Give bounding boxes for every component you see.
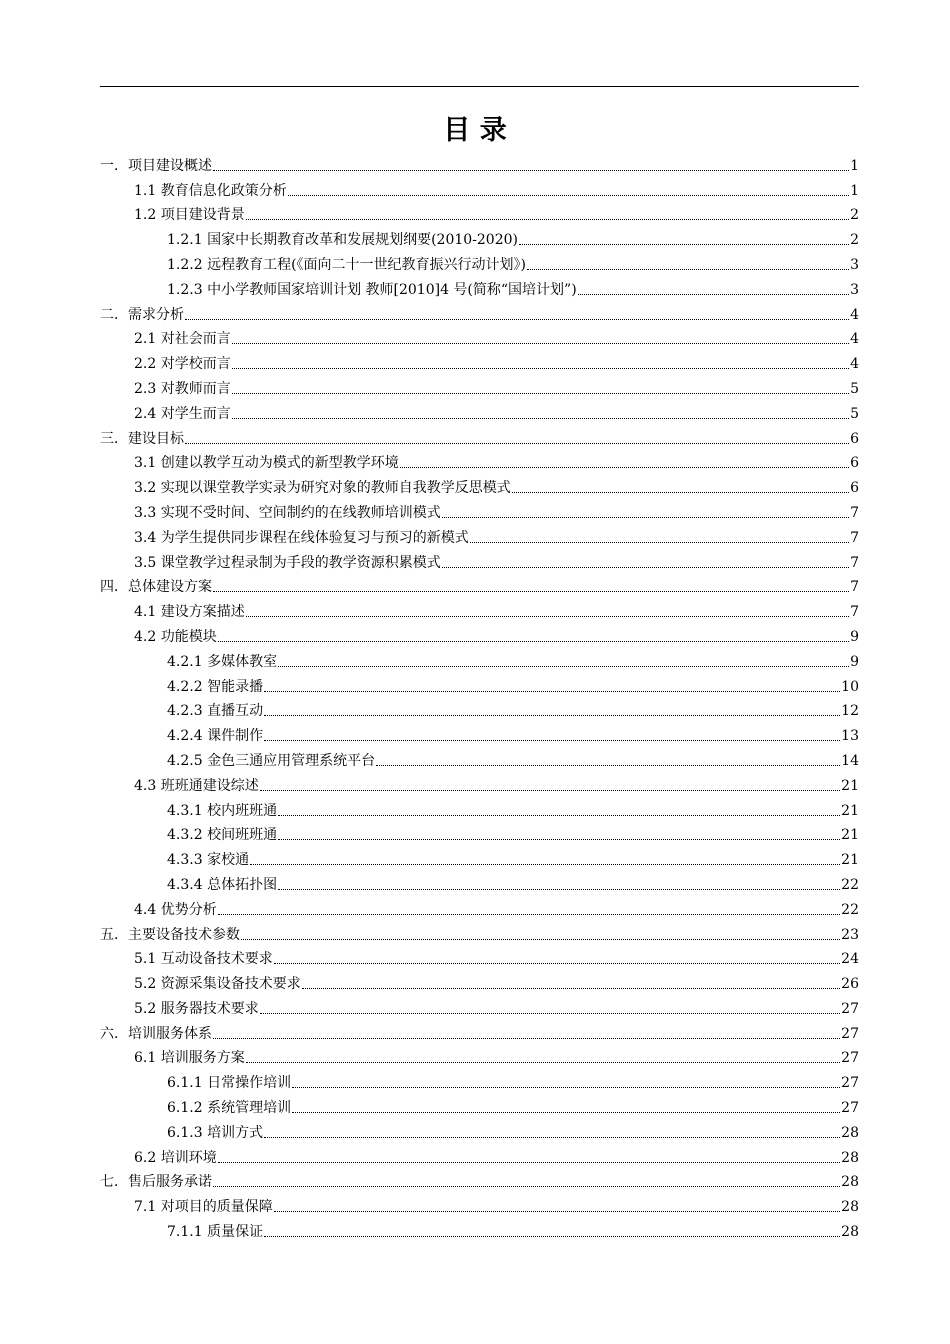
- toc-dot-leader: [264, 1137, 840, 1138]
- toc-dot-leader: [400, 467, 849, 468]
- toc-entry-page-number: 2: [850, 232, 859, 249]
- toc-dot-leader: [302, 988, 840, 989]
- toc-entry[interactable]: [100, 1092, 859, 1117]
- toc-entry-label: 6.2 培训环境: [134, 1149, 217, 1166]
- toc-entry[interactable]: [100, 795, 859, 820]
- toc-entry[interactable]: [100, 150, 859, 175]
- toc-entry-label: 3.3 实现不受时间、空间制约的在线教师培训模式: [134, 504, 441, 521]
- toc-entry-page-number: 7: [850, 529, 859, 546]
- header-rule: [100, 86, 859, 87]
- toc-dot-leader: [232, 368, 849, 369]
- toc-dot-leader: [278, 666, 849, 667]
- toc-entry[interactable]: [100, 1167, 859, 1192]
- toc-entry-page-number: 13: [841, 728, 859, 745]
- toc-entry-label: 6.1.2 系统管理培训: [167, 1100, 292, 1117]
- toc-entry[interactable]: [100, 175, 859, 200]
- toc-entry[interactable]: [100, 1191, 859, 1216]
- toc-entry-label: 4.3 班班通建设综述: [134, 777, 259, 794]
- toc-dot-leader: [232, 393, 849, 394]
- toc-dot-leader: [512, 492, 849, 493]
- toc-dot-leader: [578, 294, 849, 295]
- toc-entry[interactable]: [100, 572, 859, 597]
- toc-entry[interactable]: [100, 993, 859, 1018]
- toc-entry-page-number: 7: [850, 579, 859, 596]
- toc-entry-page-number: 28: [841, 1199, 859, 1216]
- toc-entry-page-number: 3: [850, 281, 859, 298]
- toc-dot-leader: [292, 1087, 840, 1088]
- toc-entry[interactable]: [100, 1018, 859, 1043]
- toc-entry[interactable]: [100, 944, 859, 969]
- toc-dot-leader: [218, 1162, 840, 1163]
- toc-entry[interactable]: [100, 1067, 859, 1092]
- toc-entry[interactable]: [100, 448, 859, 473]
- toc-entry[interactable]: [100, 373, 859, 398]
- toc-entry-page-number: 1: [850, 182, 859, 199]
- toc-entry-label: 1.1 教育信息化政策分析: [134, 182, 287, 199]
- toc-dot-leader: [278, 815, 840, 816]
- toc-entry-label: 1.2.1 国家中长期教育改革和发展规划纲要(2010-2020): [167, 232, 518, 249]
- toc-dot-leader: [260, 790, 840, 791]
- toc-entry-label: 4.3.3 家校通: [167, 852, 250, 869]
- toc-entry-label: 四．总体建设方案: [100, 579, 212, 596]
- toc-dot-leader: [292, 1112, 840, 1113]
- toc-entry-page-number: 6: [850, 480, 859, 497]
- toc-entry-label: 6.1.3 培训方式: [167, 1124, 264, 1141]
- toc-entry[interactable]: [100, 1142, 859, 1167]
- toc-entry-label: 六．培训服务体系: [100, 1025, 212, 1042]
- toc-dot-leader: [213, 1038, 840, 1039]
- toc-entry-label: 3.4 为学生提供同步课程在线体验复习与预习的新模式: [134, 529, 469, 546]
- toc-entry-page-number: 3: [850, 256, 859, 273]
- toc-dot-leader: [519, 244, 849, 245]
- toc-entry[interactable]: [100, 1117, 859, 1142]
- toc-dot-leader: [246, 219, 849, 220]
- toc-entry-label: 7.1 对项目的质量保障: [134, 1199, 273, 1216]
- toc-entry[interactable]: [100, 522, 859, 547]
- toc-entry[interactable]: [100, 547, 859, 572]
- toc-entry-page-number: 6: [850, 455, 859, 472]
- toc-entry-label: 4.3.2 校间班班通: [167, 827, 278, 844]
- toc-dot-leader: [213, 591, 849, 592]
- toc-dot-leader: [442, 567, 849, 568]
- toc-entry-page-number: 27: [841, 1050, 859, 1067]
- toc-entry[interactable]: [100, 472, 859, 497]
- toc-entry[interactable]: [100, 844, 859, 869]
- toc-entry-page-number: 27: [841, 1000, 859, 1017]
- toc-entry-page-number: 7: [850, 604, 859, 621]
- toc-entry[interactable]: [100, 224, 859, 249]
- toc-dot-leader: [527, 269, 849, 270]
- toc-entry[interactable]: [100, 919, 859, 944]
- toc-entry-label: 1.2 项目建设背景: [134, 207, 245, 224]
- toc-dot-leader: [218, 914, 840, 915]
- toc-entry-page-number: 6: [850, 430, 859, 447]
- toc-dot-leader: [250, 864, 840, 865]
- toc-entry[interactable]: [100, 423, 859, 448]
- toc-entry-label: 1.2.3 中小学教师国家培训计划 教师[2010]4 号(简称“国培计划”): [167, 281, 577, 298]
- toc-entry-page-number: 28: [841, 1124, 859, 1141]
- toc-entry-label: 2.1 对社会而言: [134, 331, 231, 348]
- toc-dot-leader: [470, 542, 849, 543]
- toc-entry[interactable]: [100, 324, 859, 349]
- toc-entry-page-number: 27: [841, 1025, 859, 1042]
- toc-entry[interactable]: [100, 770, 859, 795]
- toc-entry-label: 6.1.1 日常操作培训: [167, 1075, 292, 1092]
- toc-entry[interactable]: [100, 720, 859, 745]
- toc-dot-leader: [278, 889, 840, 890]
- toc-entry-page-number: 21: [841, 777, 859, 794]
- toc-title: 目 录: [443, 115, 507, 146]
- toc-entry-label: 4.1 建设方案描述: [134, 604, 245, 621]
- toc-dot-leader: [264, 691, 840, 692]
- toc-entry[interactable]: [100, 249, 859, 274]
- toc-entry-label: 4.4 优势分析: [134, 901, 217, 918]
- toc-entry-page-number: 27: [841, 1100, 859, 1117]
- toc-entry-label: 3.2 实现以课堂教学实录为研究对象的教师自我教学反思模式: [134, 480, 511, 497]
- toc-entry-page-number: 28: [841, 1224, 859, 1241]
- toc-entry-page-number: 21: [841, 852, 859, 869]
- toc-entry-label: 2.4 对学生而言: [134, 405, 231, 422]
- toc-entry-page-number: 27: [841, 1075, 859, 1092]
- toc-entry[interactable]: [100, 968, 859, 993]
- toc-dot-leader: [274, 1211, 840, 1212]
- toc-entry-label: 4.2.4 课件制作: [167, 728, 264, 745]
- toc-entry-label: 7.1.1 质量保证: [167, 1224, 264, 1241]
- toc-entry-label: 三．建设目标: [100, 430, 184, 447]
- toc-entry-page-number: 4: [850, 356, 859, 373]
- toc-entry-label: 6.1 培训服务方案: [134, 1050, 245, 1067]
- toc-dot-leader: [185, 319, 849, 320]
- toc-entry-label: 4.2.3 直播互动: [167, 703, 264, 720]
- toc-entry-page-number: 10: [841, 678, 859, 695]
- toc-entry-label: 一．项目建设概述: [100, 157, 212, 174]
- toc-entry[interactable]: [100, 696, 859, 721]
- toc-entry-label: 5.2 资源采集设备技术要求: [134, 976, 301, 993]
- toc-entry-page-number: 9: [850, 628, 859, 645]
- toc-entry[interactable]: [100, 274, 859, 299]
- toc-entry-label: 2.2 对学校而言: [134, 356, 231, 373]
- toc-entry-label: 五．主要设备技术参数: [100, 926, 240, 943]
- toc-entry-page-number: 5: [850, 380, 859, 397]
- toc-entry-label: 4.2.5 金色三通应用管理系统平台: [167, 752, 376, 769]
- toc-dot-leader: [288, 195, 849, 196]
- toc-entry[interactable]: [100, 894, 859, 919]
- toc-entry-page-number: 21: [841, 827, 859, 844]
- toc-dot-leader: [185, 443, 849, 444]
- toc-dot-leader: [241, 939, 840, 940]
- toc-entry-page-number: 4: [850, 331, 859, 348]
- toc-entry[interactable]: [100, 1043, 859, 1068]
- toc-entry[interactable]: [100, 671, 859, 696]
- toc-entry[interactable]: [100, 348, 859, 373]
- toc-dot-leader: [218, 641, 849, 642]
- toc-entry-label: 4.2.2 智能录播: [167, 678, 264, 695]
- toc-entry-label: 5.2 服务器技术要求: [134, 1000, 259, 1017]
- toc-list: [100, 150, 859, 1241]
- toc-entry-page-number: 28: [841, 1149, 859, 1166]
- toc-entry-page-number: 5: [850, 405, 859, 422]
- toc-entry[interactable]: [100, 200, 859, 225]
- toc-dot-leader: [232, 343, 849, 344]
- toc-entry[interactable]: [100, 820, 859, 845]
- toc-dot-leader: [232, 418, 849, 419]
- toc-dot-leader: [264, 1236, 840, 1237]
- toc-entry-page-number: 28: [841, 1174, 859, 1191]
- toc-entry-label: 3.1 创建以教学互动为模式的新型教学环境: [134, 455, 399, 472]
- toc-entry-label: 4.2.1 多媒体教室: [167, 653, 278, 670]
- toc-dot-leader: [264, 715, 840, 716]
- toc-entry-label: 5.1 互动设备技术要求: [134, 951, 273, 968]
- toc-entry[interactable]: [100, 497, 859, 522]
- toc-dot-leader: [246, 616, 849, 617]
- toc-entry-page-number: 22: [841, 876, 859, 893]
- toc-dot-leader: [246, 1062, 840, 1063]
- toc-entry-page-number: 21: [841, 802, 859, 819]
- toc-entry-label: 4.2 功能模块: [134, 628, 217, 645]
- toc-entry[interactable]: [100, 745, 859, 770]
- toc-entry-label: 七．售后服务承诺: [100, 1174, 212, 1191]
- toc-entry-label: 4.3.1 校内班班通: [167, 802, 278, 819]
- toc-dot-leader: [278, 839, 840, 840]
- toc-dot-leader: [376, 765, 840, 766]
- toc-entry-page-number: 24: [841, 951, 859, 968]
- toc-entry[interactable]: [100, 646, 859, 671]
- toc-entry[interactable]: [100, 621, 859, 646]
- toc-dot-leader: [442, 517, 849, 518]
- toc-entry-label: 1.2.2 远程教育工程(《面向二十一世纪教育振兴行动计划》): [167, 256, 526, 273]
- toc-entry-label: 二．需求分析: [100, 306, 184, 323]
- toc-entry-page-number: 26: [841, 976, 859, 993]
- toc-entry-page-number: 7: [850, 554, 859, 571]
- toc-entry-page-number: 22: [841, 901, 859, 918]
- toc-entry[interactable]: [100, 596, 859, 621]
- toc-dot-leader: [274, 963, 840, 964]
- toc-dot-leader: [264, 740, 840, 741]
- toc-entry-page-number: 1: [850, 157, 859, 174]
- toc-entry-label: 3.5 课堂教学过程录制为手段的教学资源积累模式: [134, 554, 441, 571]
- toc-dot-leader: [213, 170, 849, 171]
- toc-entry-page-number: 9: [850, 653, 859, 670]
- toc-entry-page-number: 7: [850, 504, 859, 521]
- toc-entry[interactable]: [100, 1216, 859, 1241]
- toc-entry-page-number: 12: [841, 703, 859, 720]
- toc-entry[interactable]: [100, 398, 859, 423]
- toc-entry-label: 4.3.4 总体拓扑图: [167, 876, 278, 893]
- toc-entry-page-number: 4: [850, 306, 859, 323]
- toc-entry[interactable]: [100, 299, 859, 324]
- toc-entry-page-number: 23: [841, 926, 859, 943]
- toc-entry[interactable]: [100, 869, 859, 894]
- toc-entry-page-number: 2: [850, 207, 859, 224]
- toc-dot-leader: [213, 1186, 840, 1187]
- toc-entry-page-number: 14: [841, 752, 859, 769]
- toc-entry-label: 2.3 对教师而言: [134, 380, 231, 397]
- toc-dot-leader: [260, 1013, 840, 1014]
